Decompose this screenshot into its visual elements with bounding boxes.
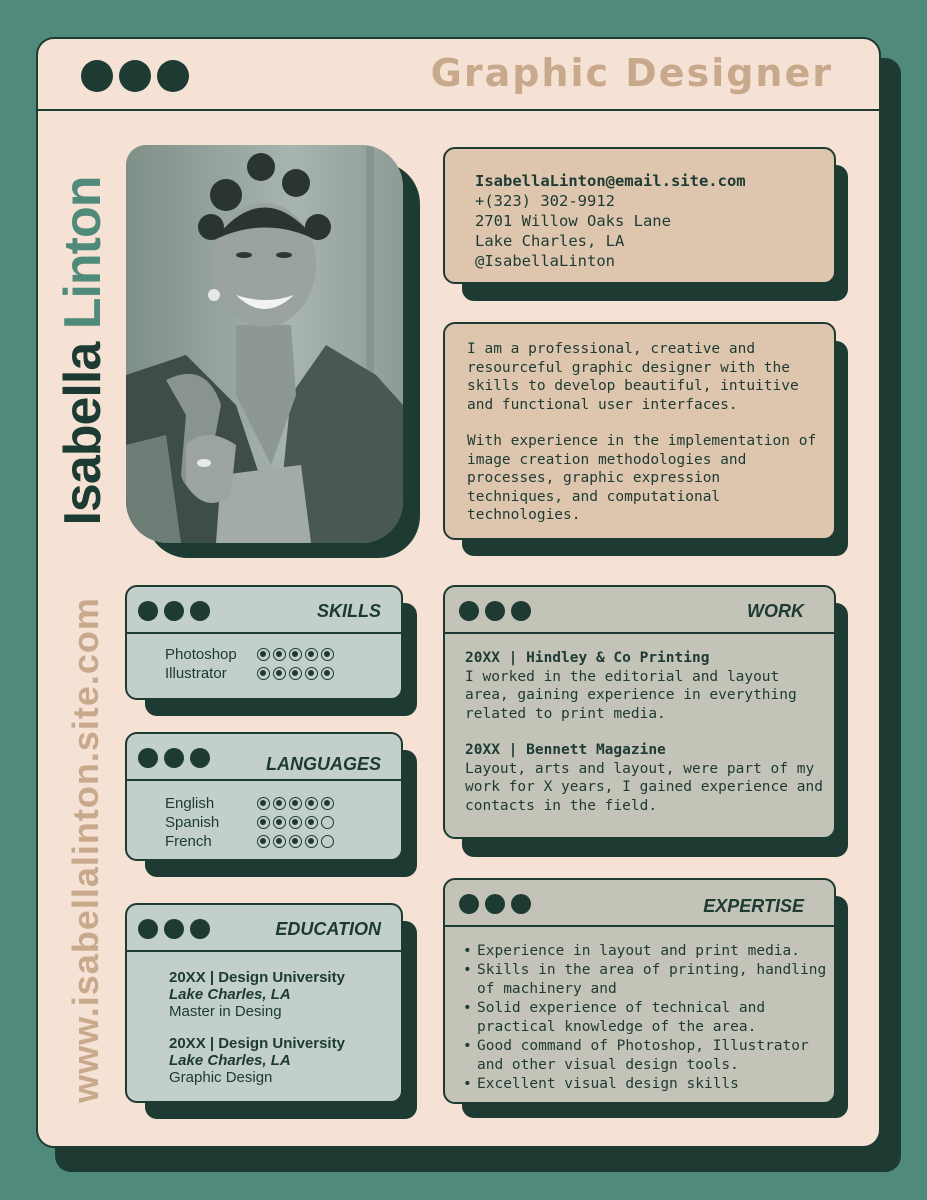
expertise-header [445,880,834,927]
work-list [465,649,825,833]
skills-title: SKILLS [316,601,381,621]
work-card [443,585,836,839]
skill-label: Illustrator [165,665,227,682]
rating-empty-icon [321,816,334,829]
dot-icon [190,748,210,768]
dot-icon [511,601,531,621]
languages-card [125,732,403,861]
title-bar [38,39,879,111]
about-card [443,322,836,540]
rating-filled-icon [273,648,286,661]
work-title: WORK [747,601,804,621]
language-label: French [165,833,212,850]
phone-number: +(323) 302-9912 [475,192,615,210]
dot-icon [190,919,210,939]
expertise-list [463,942,838,1094]
rating-filled-icon [273,797,286,810]
window-dots [459,601,531,621]
rating-filled-icon [289,667,302,680]
about-paragraph-1: I am a professional, creative and resourceful graphic designer with the skills to develop beautiful, intuitive and functional user interfaces. [467,341,799,413]
expertise-item: • Experience in layout and print media. [463,942,838,961]
work-heading: 20XX | Hindley & Co Printing [465,650,710,666]
work-description: Layout, arts and layout, were part of my work for X years, I gained experience and contacts in the field. [465,760,823,814]
rating-filled-icon [305,667,318,680]
dot-icon [119,60,151,92]
education-entry [169,969,345,1020]
rating-filled-icon [305,835,318,848]
window-dots [459,894,531,914]
rating-filled-icon [321,667,334,680]
rating-empty-icon [321,835,334,848]
rating-filled-icon [289,648,302,661]
window-dots [81,60,189,92]
dot-icon [164,748,184,768]
expertise-card [443,878,836,1104]
education-title: EDUCATION [275,919,381,939]
work-entry [465,649,825,723]
contact-details [475,171,746,271]
expertise-item: • Skills in the area of printing, handling of machinery and [463,961,838,999]
dot-icon [459,894,479,914]
website-link[interactable]: www.isabellalinton.site.com [65,597,106,1103]
skill-row [165,664,334,683]
language-rating [257,797,334,810]
education-degree: Master in Desing [169,1003,282,1020]
contact-card [443,147,836,284]
language-label: Spanish [165,814,220,831]
expertise-item: • Good command of Photoshop, Illustrator and other visual design tools. [463,1037,838,1075]
rating-filled-icon [257,835,270,848]
address-line-1: 2701 Willow Oaks Lane [475,212,671,230]
dot-icon [138,601,158,621]
languages-list [165,794,334,851]
education-list [169,969,345,1101]
expertise-title: EXPERTISE [703,896,804,916]
language-rating [257,816,334,829]
job-title: Graphic Designer [430,51,833,95]
skill-rating [257,648,334,661]
dot-icon [459,601,479,621]
education-card [125,903,403,1103]
social-handle: @IsabellaLinton [475,252,615,270]
expertise-item: • Excellent visual design skills [463,1075,838,1094]
work-entry [465,741,825,815]
education-heading: 20XX | Design University [169,969,345,986]
dot-icon [138,748,158,768]
language-row [165,794,334,813]
rating-filled-icon [257,797,270,810]
rating-filled-icon [321,648,334,661]
education-heading: 20XX | Design University [169,1035,345,1052]
language-row [165,813,334,832]
rating-filled-icon [305,797,318,810]
skill-rating [257,667,334,680]
rating-filled-icon [289,835,302,848]
skill-label: Photoshop [165,646,237,663]
last-name: Linton [54,176,112,330]
work-heading: 20XX | Bennett Magazine [465,742,666,758]
rating-filled-icon [305,816,318,829]
skills-list [165,645,334,683]
dot-icon [164,601,184,621]
rating-filled-icon [289,816,302,829]
expertise-item: • Solid experience of technical and practical knowledge of the area. [463,999,838,1037]
rating-filled-icon [257,816,270,829]
first-name: Isabella [54,342,112,526]
education-location: Lake Charles, LA [169,986,291,1003]
education-header [127,905,401,952]
dot-icon [157,60,189,92]
rating-filled-icon [289,797,302,810]
rating-filled-icon [321,797,334,810]
email-link[interactable]: IsabellaLinton@email.site.com [475,172,746,190]
window-dots [138,919,210,939]
skill-row [165,645,334,664]
work-header [445,587,834,634]
language-row [165,832,334,851]
dot-icon [81,60,113,92]
dot-icon [164,919,184,939]
education-location: Lake Charles, LA [169,1052,291,1069]
window-dots [138,601,210,621]
profile-photo [126,145,403,543]
rating-filled-icon [273,667,286,680]
about-paragraph-2: With experience in the implementation of image creation methodologies and processes, graphic expression techniques, and computational technologies. [467,433,817,523]
education-entry [169,1035,345,1086]
dot-icon [138,919,158,939]
rating-filled-icon [273,835,286,848]
education-degree: Graphic Design [169,1069,273,1086]
languages-header [127,734,401,781]
dot-icon [190,601,210,621]
work-description: I worked in the editorial and layout area, gaining experience in everything related to print media. [465,668,797,722]
address-line-2: Lake Charles, LA [475,232,625,250]
dot-icon [485,601,505,621]
rating-filled-icon [257,667,270,680]
about-text [467,340,817,543]
window-dots [138,748,210,768]
languages-title: LANGUAGES [265,754,381,774]
rating-filled-icon [273,816,286,829]
language-label: English [165,795,215,812]
language-rating [257,835,334,848]
skills-header [127,587,401,634]
skills-card [125,585,403,700]
dot-icon [511,894,531,914]
rating-filled-icon [305,648,318,661]
rating-filled-icon [257,648,270,661]
candidate-name [53,176,113,525]
dot-icon [485,894,505,914]
